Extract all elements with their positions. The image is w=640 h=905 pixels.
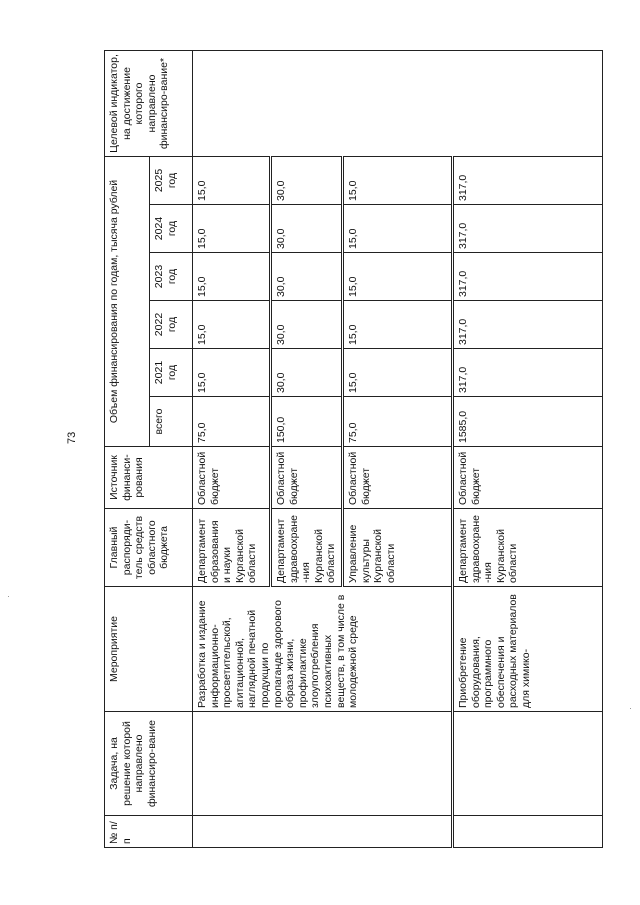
cell-2023: 15,0 — [193, 253, 271, 301]
cell-manager: Департамент образования и науки Курганской области — [193, 509, 271, 587]
cell-2021: 15,0 — [193, 349, 271, 397]
cell-2024: 317,0 — [452, 205, 602, 253]
cell-manager: Департамент здравоохране-ния Курганской области — [271, 509, 343, 587]
cell-source: Областной бюджет — [452, 447, 602, 509]
cell-2025: 317,0 — [452, 156, 602, 204]
cell-2022: 15,0 — [342, 301, 452, 349]
cell-source: Областной бюджет — [342, 447, 452, 509]
header-year-2024: 2024 год — [150, 205, 193, 253]
cell-indicator — [193, 50, 603, 156]
page-number: 73 — [66, 431, 78, 444]
cell-total: 75,0 — [193, 397, 271, 447]
cell-manager: Управление культуры Курганской области — [342, 509, 452, 587]
cell-2022: 15,0 — [193, 301, 271, 349]
cell-total: 150,0 — [271, 397, 343, 447]
cell-2022: 30,0 — [271, 301, 343, 349]
header-year-2022: 2022 год — [150, 301, 193, 349]
cell-2024: 15,0 — [342, 205, 452, 253]
cell-num — [452, 816, 602, 848]
header-year-2023: 2023 год — [150, 253, 193, 301]
cell-2021: 317,0 — [452, 349, 602, 397]
cell-2025: 30,0 — [271, 156, 343, 204]
cell-2024: 30,0 — [271, 205, 343, 253]
table-row — [193, 50, 271, 847]
header-volume: Объем финансирования по годам, тысяча рублей — [105, 156, 150, 446]
header-task: Задача, на решение которой направлено финансиро-вание — [105, 712, 193, 816]
financing-table — [104, 50, 603, 848]
header-indicator: Целевой индикатор, на достижение которого направлено финансиро-вание* — [105, 50, 193, 156]
header-source: Источник финанси-рования — [105, 447, 193, 509]
cell-total: 75,0 — [342, 397, 452, 447]
cell-2025: 15,0 — [193, 156, 271, 204]
table-row — [452, 50, 602, 847]
cell-total: 1585,0 — [452, 397, 602, 447]
cell-task — [452, 712, 602, 816]
header-row-main — [105, 50, 150, 847]
header-total: всего — [150, 397, 193, 447]
cell-2023: 30,0 — [271, 253, 343, 301]
cell-num — [193, 816, 453, 848]
header-year-2021: 2021 год — [150, 349, 193, 397]
cell-2022: 317,0 — [452, 301, 602, 349]
cell-source: Областной бюджет — [193, 447, 271, 509]
scan-speck — [8, 596, 9, 597]
cell-activity: Приобретение оборудования, программного обеспечения и расходных материалов для химико- — [452, 587, 602, 712]
header-num: № п/п — [105, 816, 193, 848]
cell-2023: 317,0 — [452, 253, 602, 301]
header-activity: Мероприятие — [105, 587, 193, 712]
cell-2025: 15,0 — [342, 156, 452, 204]
cell-2021: 30,0 — [271, 349, 343, 397]
cell-activity: Разработка и издание информационно-просветительской, агитационной, наглядной печатной продукции по пропаганде здорового образа жизни, профилактике злоупотребления психоактивных веществ, в том числе в молодежной среде — [193, 587, 453, 712]
cell-2023: 15,0 — [342, 253, 452, 301]
cell-manager: Департамент здравоохране-ния Курганской области — [452, 509, 602, 587]
cell-2024: 15,0 — [193, 205, 271, 253]
cell-task — [193, 712, 453, 816]
cell-source: Областной бюджет — [271, 447, 343, 509]
cell-2021: 15,0 — [342, 349, 452, 397]
header-manager: Главный распоряди-тель средств областного бюджета — [105, 509, 193, 587]
rotated-page — [104, 51, 640, 848]
scan-speck — [630, 708, 631, 709]
header-year-2025: 2025 год — [150, 156, 193, 204]
